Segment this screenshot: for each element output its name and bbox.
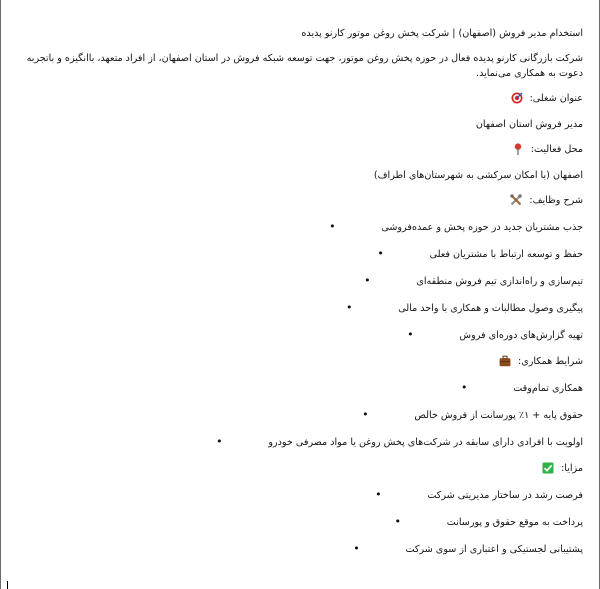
benefits-label: مزایا: (561, 463, 583, 474)
conditions-heading (11, 354, 583, 369)
duty-item: تیم‌سازی و راه‌اندازی تیم فروش منطقه‌ای • (364, 274, 583, 287)
job-title-label: عنوان شغلی: (529, 93, 583, 104)
bullet: • (407, 328, 414, 341)
bullet: • (377, 247, 384, 260)
bullet: • (364, 274, 371, 287)
text-cursor (7, 581, 8, 589)
dart-target-icon (511, 92, 523, 104)
location-heading (11, 142, 583, 157)
intro-paragraph: شرکت بازرگانی کارنو پدیده فعال در حوزه پخش روغن موتور، جهت توسعه شبکه فروش در استان اصفهان، از افراد متعهد، باانگیزه و باتجربه دعوت به همکاری می‌نماید. (23, 53, 583, 79)
condition-item: حقوق پایه + ۱٪ پورسانت از فروش خالص • (362, 408, 583, 421)
benefits-heading (11, 461, 583, 476)
bullet: • (362, 408, 369, 421)
benefit-item: فرصت رشد در ساختار مدیریتی شرکت • (375, 488, 583, 501)
benefit-item: پرداخت به موقع حقوق و پورسانت • (394, 515, 583, 528)
duties-heading (11, 193, 583, 208)
duty-item: پیگیری وصول مطالبات و همکاری با واحد مالی • (345, 301, 583, 314)
bullet: • (216, 435, 223, 448)
job-title-heading (11, 91, 583, 106)
conditions-label: شرایط همکاری: (517, 356, 583, 367)
location-label: محل فعالیت: (530, 144, 583, 155)
duties-label: شرح وظایف: (529, 195, 583, 206)
bullet: • (461, 381, 468, 394)
title-line: استخدام مدیر فروش (اصفهان) | شرکت پخش روغن موتور کارنو پدیده (301, 28, 583, 39)
condition-item: همکاری تمام‌وقت • (461, 381, 583, 394)
job-title-value: مدیر فروش استان اصفهان (475, 119, 583, 130)
duty-item: جذب مشتریان جدید در حوزه پخش و عمده‌فروشی • (329, 220, 583, 233)
check-box-icon (542, 462, 554, 474)
document-body[interactable] (1, 0, 599, 557)
bullet: • (394, 515, 402, 528)
bullet: • (329, 220, 336, 233)
bullet: • (353, 542, 360, 555)
bullet: • (375, 488, 382, 501)
duty-item: تهیه گزارش‌های دوره‌ای فروش • (407, 328, 583, 341)
condition-item: اولویت با افرادی دارای سابقه در شرکت‌های پخش روغن یا مواد مصرفی خودرو • (216, 435, 583, 448)
location-value: اصفهان (با امکان سرکشی به شهرستان‌های اطراف) (373, 170, 583, 181)
tools-icon (510, 194, 522, 206)
bullet: • (345, 301, 353, 314)
duty-item: حفظ و توسعه ارتباط با مشتریان فعلی • (377, 247, 583, 260)
pin-icon (512, 143, 524, 155)
benefit-item: پشتیبانی لجستیکی و اعتباری از سوی شرکت • (353, 542, 583, 555)
briefcase-icon (499, 355, 511, 367)
